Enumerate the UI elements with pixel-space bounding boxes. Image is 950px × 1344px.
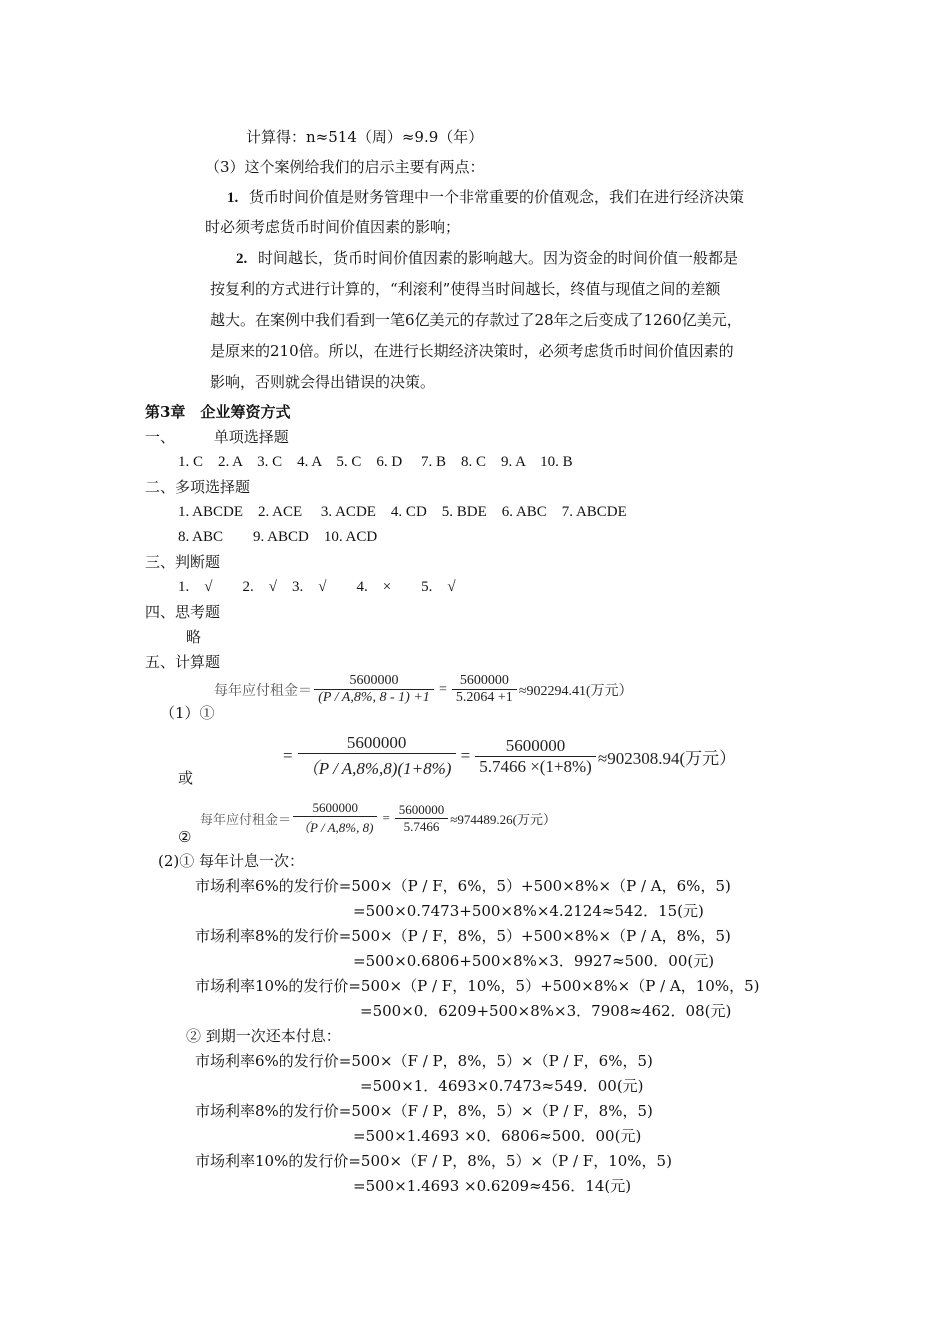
point2-text: 时间越长，货币时间价值因素的影响越大。因为资金的时间价值一般都是 [258,249,739,267]
insight-heading: （3）这个案例给我们的启示主要有两点： [205,158,485,176]
formula1-label: 每年应付租金＝ [214,682,312,699]
formula3-fraction-b [395,802,449,835]
formula2-result: ≈902308.94(万元） [597,748,737,768]
q2-b2-result: =500×1.4693 ×0．6806≈500．00(元) [353,1127,642,1145]
formula2-num-a: 5600000 [298,733,456,754]
point1-number: 1. [227,190,239,206]
section5-heading: 五、计算题 [145,653,221,671]
or-label: 或 [178,769,194,787]
formula2-fraction-b [475,736,596,777]
formula2-den-b: 5.7466 ×(1+8%) [479,756,592,776]
point2-line5: 影响，否则就会得出错误的决策。 [210,373,436,391]
section3-answers: 1. √ 2. √ 3. √ 4. × 5. √ [178,579,456,595]
question1-label-2: ② [178,828,192,846]
formula3-num-b: 5600000 [395,802,449,819]
point1-text: 货币时间价值是财务管理中一个非常重要的价值观念，我们在进行经济决策 [249,188,745,206]
formula1-num-a: 5600000 [314,673,434,690]
point2-line1 [236,248,738,269]
section4-heading: 四、思考题 [145,603,221,621]
section1-heading [145,427,289,447]
q2-a1-formula: 市场利率6%的发行价=500×（P / F，6%，5）+500×8%×（P / A，6%，5) [195,877,731,895]
q2-b3-result: =500×1.4693 ×0.6209≈456．14(元) [353,1177,632,1195]
calc-result: 计算得：n≈514（周）≈9.9（年） [246,128,484,146]
formula1-den-b: 5.2064 +1 [455,690,513,705]
section2-answers-2: 8. ABC 9. ABCD 10. ACD [178,529,378,545]
section3-heading: 三、判断题 [145,553,221,571]
q2-a2-formula: 市场利率8%的发行价=500×（P / F，8%，5）+500×8%×（P / A，8%，5) [195,927,731,945]
formula2-num-b: 5600000 [475,736,596,757]
section1-number: 一、 [145,428,176,446]
formula1-num-b: 5600000 [452,673,517,690]
formula1-den-a: (P / A,8%, 8 - 1) +1 [318,690,430,705]
rent-formula-3: 每年应付租金＝ $\frac{5600000}{(P / A,8\%, 8)}$ = $\frac{5600000}{5.7466}$ ≈974489.26(万元） [200,800,557,835]
rent-formula-1: 每年应付租金＝ $\frac{5600000}{(P / A,8\%, 8 - 1) +1}$ = $\frac{5600000}{5.2064 +1}$ ≈902294.41(万元） [214,673,633,705]
point2-line4: 是原来的210倍。所以，在进行长期经济决策时，必须考虑货币时间价值因素的 [210,342,734,360]
formula2-den-a: （P / A,8%,8)(1+8%) [301,759,452,778]
q2-a1-result: =500×0.7473+500×8%×4.2124≈542．15(元) [353,902,704,920]
question1-label: （1）① [160,704,215,722]
q2-b2-formula: 市场利率8%的发行价=500×（F / P，8%，5）×（P / F，8%，5) [195,1102,653,1120]
formula1-fraction-b [452,673,517,706]
section2-heading: 二、多项选择题 [145,478,251,496]
q2-b3-formula: 市场利率10%的发行价=500×（F / P，8%，5）×（P / F，10%，5) [195,1152,672,1170]
point1-line1 [227,187,744,208]
q2-a3-formula: 市场利率10%的发行价=500×（P / F，10%，5）+500×8%×（P / A，10%，5) [195,977,760,995]
chapter-title: 第3章 企业筹资方式 [145,403,291,421]
formula2-fraction-a [298,733,456,779]
formula1-fraction-a [314,673,434,706]
section4-answer: 略 [186,628,202,646]
q2-a3-result: =500×0．6209+500×8%×3．7908≈462．08(元) [360,1002,732,1020]
formula3-label: 每年应付租金＝ [200,812,292,828]
point2-line3: 越大。在案例中我们看到一笔6亿美元的存款过了28年之后变成了1260亿美元， [210,311,742,329]
formula3-den-a: （P / A,8%, 8) [297,820,374,835]
section1-title: 单项选择题 [213,428,289,446]
formula3-fraction-a [293,800,377,836]
section1-answers: 1. C 2. A 3. C 4. A 5. C 6. D 7. B 8. C 9. A 10. B [178,454,573,470]
question2-heading: (2)① 每年计息一次： [158,852,305,870]
formula3-den-b: 5.7466 [403,818,440,834]
q2-b-heading: ② 到期一次还本付息： [186,1027,341,1045]
point2-line2: 按复利的方式进行计算的，“利滚利”使得当时间越长，终值与现值之间的差额 [210,280,721,298]
formula1-result: ≈902294.41(万元） [518,683,633,699]
section2-answers-1: 1. ABCDE 2. ACE 3. ACDE 4. CD 5. BDE 6. ABC 7. ABCDE [178,504,627,520]
q2-b1-formula: 市场利率6%的发行价=500×（F / P，8%，5）×（P / F，6%，5) [195,1052,653,1070]
rent-formula-2: = $\frac{5600000}{(P / A,8\%,8)(1+8\%)}$ = $\frac{5600000}{5.7466 \times(1+8\%)}$ ≈902308.94(万元） [283,733,737,778]
point2-number: 2. [236,251,248,267]
q2-a2-result: =500×0.6806+500×8%×3．9927≈500．00(元) [353,952,715,970]
q2-b1-result: =500×1．4693×0.7473≈549．00(元) [360,1077,644,1095]
formula3-result: ≈974489.26(万元） [450,811,557,827]
formula3-num-a: 5600000 [293,800,377,817]
point1-line2: 时必须考虑货币时间价值因素的影响； [205,218,461,236]
